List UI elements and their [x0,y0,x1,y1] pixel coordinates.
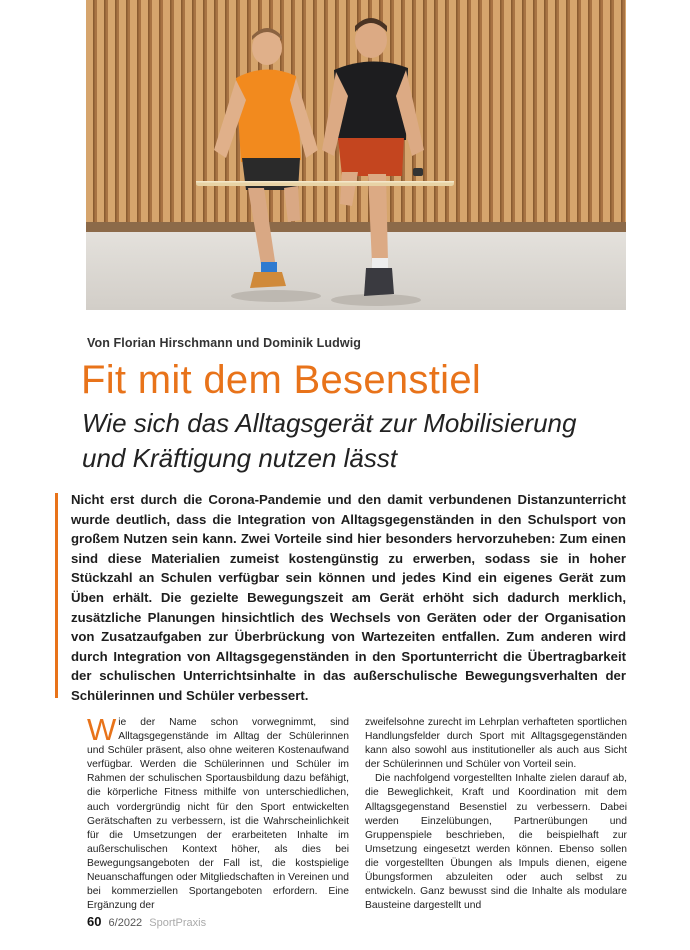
subtitle-line-1: Wie sich das Alltagsgerät zur Mobilisierung [82,408,577,438]
page-footer [87,914,206,929]
body-paragraph [87,712,349,913]
body-column-right [365,716,627,913]
magazine-name: SportPraxis [149,917,207,929]
author-line: Von Florian Hirschmann und Dominik Ludwig [87,336,362,350]
intro-accent-bar [55,493,58,698]
article-photo [86,0,626,310]
body-column-left [87,712,349,913]
intro-paragraph: Nicht erst durch die Corona-Pandemie und den damit verbundenen Distanzunterricht wurde deutlich, dass die Integration von Alltagsgegenständen in den Schulsport von großem Nutzen sein kann. Zwei Vorteile sind hier besonders hervorzuheben: Zum einen sind diese Materialien zumeist kostengünstig zu erwerben, sodass sie in hoher Stückzahl an Schulen verfügbar sein können und jedes Kind ein eigenes Gerät zum Üben erhält. Die gezielte Bewegungszeit am Gerät erhöht sich dadurch merklich, zusätzliche Planungen hinsichtlich des Wechsels von Geräten oder der Organisation von Zusatzaufgaben zur Überbrückung von Wartezeiten entfallen. Zum anderen wird durch Integration von Alltagsgegenständen in den Sportunterricht die Übertragbarkeit der schulischen Unterrichtsinhalte in das außerschulische Bewegungsverhalten der Schülerinnen und Schüler verbessert. [71,492,626,703]
issue-label: 6/2022 [108,917,143,929]
article-subtitle [82,406,642,476]
page-number: 60 [87,914,102,929]
article-title: Fit mit dem Besenstiel [81,358,482,402]
subtitle-line-2: und Kräftigung nutzen lässt [82,443,398,473]
body-text: ie der Name schon vorwegnimmt, sind Alltagsgegenstände im Alltag der Schülerinnen und Schüler präsent, also ohne weiteren Kostenaufwand verfügbar. Werden die Schülerinnen und Schüler im Rahmen der schulischen Sportausbildung dazu befähigt, die körperliche Fitness mithilfe von unterschiedlichen, auch vordergründig nicht für den Sport entwickelten Gerätschaften zu verbessern, ist die Wahrscheinlichkeit für die Umsetzungen der erarbeiteten Inhalte im außerschulischen Kontext höher, als dies bei Bewegungsangeboten der Fall ist, die kostspielige Neuanschaffungen oder Mitgliedschaften in Vereinen und bei kommerziellen Sportangeboten erfordern. Eine Ergänzung der [87,717,349,912]
body-paragraph: Die nachfolgend vorgestellten Inhalte zielen darauf ab, die Beweglichkeit, Kraft und Koordination mit dem Alltagsgegenstand Besenstiel zu verbessern. Dabei werden Einzelübungen, Partnerübungen und Gruppenspiele beschrieben, die beispielhaft zur Umsetzung eingesetzt werden können. Ebenso sollen die vorgestellten Übungen als Impuls dienen, eigene Übungsformen abzuleiten oder auch selbst zu entwickeln. Ganz bewusst sind die Inhalte als modulare Bausteine dargestellt und [365,773,627,912]
drop-cap: W [87,712,117,747]
body-paragraph: zweifelsohne zurecht im Lehrplan verhafteten sportlichen Handlungsfelder durch Sport mit Alltagsgegenständen kann also sowohl aus institutioneller als auch aus Sicht der Schülerinnen und Schüler von Vorteil sein. [365,717,627,771]
